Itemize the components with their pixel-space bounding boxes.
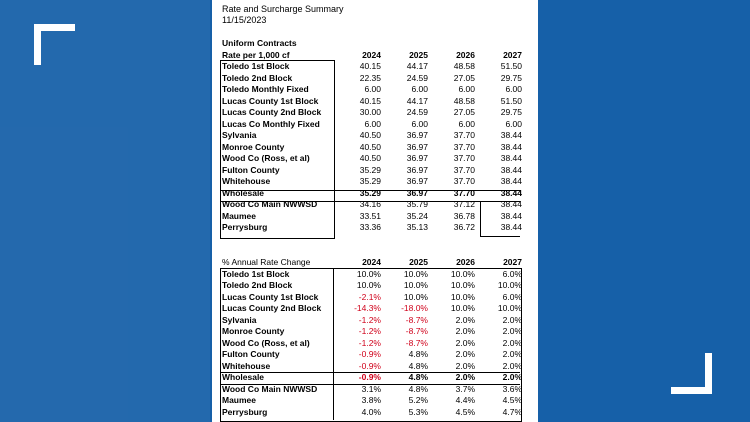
value-cell: 4.8% xyxy=(408,372,428,382)
value-cell: 38.44 xyxy=(500,210,522,221)
value-cell: 38.44 xyxy=(500,130,522,140)
value-cell: 33.36 xyxy=(359,222,381,232)
value-cell: 10.0% xyxy=(450,291,475,302)
value-cell: 27.05 xyxy=(453,107,475,117)
document-page xyxy=(212,0,538,422)
value-cell: 24.59 xyxy=(406,72,428,83)
year-header: 2026 xyxy=(456,49,475,60)
value-cell: 10.0% xyxy=(403,280,428,290)
value-cell: 4.8% xyxy=(408,360,428,371)
value-cell: 38.44 xyxy=(500,187,522,198)
row-label: Toledo Monthly Fixed xyxy=(222,84,309,94)
value-cell: 6.0% xyxy=(502,291,522,302)
value-cell: -1.2% xyxy=(358,337,381,348)
value-cell: 10.0% xyxy=(450,268,475,279)
value-cell: 2.0% xyxy=(502,349,522,359)
year-header: 2027 xyxy=(503,257,522,267)
row-label: Wholesale xyxy=(222,372,265,382)
value-cell: 40.50 xyxy=(359,141,381,152)
row-label: Sylvania xyxy=(222,130,257,140)
value-cell: 27.05 xyxy=(453,72,475,83)
divider-line xyxy=(220,190,520,191)
value-cell: 4.8% xyxy=(408,383,428,394)
value-cell: 37.70 xyxy=(453,164,475,175)
row-label: Lucas County 2nd Block xyxy=(222,303,322,313)
value-cell: 24.59 xyxy=(406,107,428,117)
value-cell: 10.0% xyxy=(356,268,381,279)
value-cell: 4.0% xyxy=(361,406,381,417)
section-heading: % Annual Rate Change xyxy=(222,257,311,267)
value-cell: 6.00 xyxy=(458,118,475,129)
value-cell: 10.0% xyxy=(497,280,522,290)
value-cell: 6.00 xyxy=(505,84,522,94)
value-cell: 37.12 xyxy=(453,199,475,209)
value-cell: 3.1% xyxy=(361,383,381,394)
value-cell: -0.9% xyxy=(358,360,381,371)
row-label: Lucas County 1st Block xyxy=(222,291,319,302)
row-label: Monroe County xyxy=(222,326,285,336)
value-cell: 2.0% xyxy=(502,337,522,348)
row-label: Toledo 1st Block xyxy=(222,61,290,71)
value-cell: 38.44 xyxy=(500,176,522,186)
value-cell: 22.35 xyxy=(359,72,381,83)
row-label: Lucas County 2nd Block xyxy=(222,107,322,117)
row-label: Wood Co (Ross, et al) xyxy=(222,337,310,348)
divider-line xyxy=(333,268,334,420)
divider-line xyxy=(220,201,520,202)
section-heading-row xyxy=(220,38,522,50)
year-header: 2027 xyxy=(503,49,522,60)
year-header: 2025 xyxy=(409,257,428,267)
value-cell: -1.2% xyxy=(358,314,381,325)
value-cell: -1.2% xyxy=(358,326,381,336)
value-cell: 35.24 xyxy=(406,210,428,221)
value-cell: 10.0% xyxy=(356,280,381,290)
row-label: Fulton County xyxy=(222,349,280,359)
value-cell: -18.0% xyxy=(401,303,428,313)
value-cell: 51.50 xyxy=(500,95,522,106)
value-cell: 6.00 xyxy=(458,84,475,94)
value-cell: 44.17 xyxy=(406,95,428,106)
value-cell: 35.29 xyxy=(359,164,381,175)
value-cell: 5.3% xyxy=(408,406,428,417)
year-header: 2026 xyxy=(456,257,475,267)
row-label: Wood Co Main NWWSD xyxy=(222,383,318,394)
value-cell: 4.4% xyxy=(455,395,475,405)
row-label: Perrysburg xyxy=(222,406,268,417)
value-cell: 2.0% xyxy=(455,337,475,348)
value-cell: 38.44 xyxy=(500,222,522,232)
value-cell: -2.1% xyxy=(358,291,381,302)
value-cell: 34.16 xyxy=(359,199,381,209)
value-cell: 6.00 xyxy=(411,84,428,94)
value-cell: 40.50 xyxy=(359,130,381,140)
value-cell: 36.97 xyxy=(406,130,428,140)
section-heading: Uniform Contracts xyxy=(222,38,297,48)
value-cell: 35.13 xyxy=(406,222,428,232)
background-left xyxy=(0,0,210,422)
value-cell: 44.17 xyxy=(406,61,428,71)
value-cell: 33.51 xyxy=(359,210,381,221)
value-cell: 2.0% xyxy=(455,314,475,325)
value-cell: 38.44 xyxy=(500,164,522,175)
value-cell: 4.5% xyxy=(502,395,522,405)
value-cell: 36.97 xyxy=(406,153,428,163)
divider-line xyxy=(480,236,520,237)
value-cell: -8.7% xyxy=(405,337,428,348)
document-title: Rate and Surcharge Summary xyxy=(222,4,344,14)
value-cell: -0.9% xyxy=(358,372,381,382)
divider-line xyxy=(220,372,520,373)
value-cell: 2.0% xyxy=(455,349,475,359)
row-label: Maumee xyxy=(222,210,257,221)
year-header: 2024 xyxy=(362,49,381,60)
value-cell: 2.0% xyxy=(502,360,522,371)
value-cell: -8.7% xyxy=(405,314,428,325)
value-cell: 38.44 xyxy=(500,153,522,163)
value-cell: 30.00 xyxy=(359,107,381,117)
rate-unit-label: Rate per 1,000 cf xyxy=(222,49,290,60)
value-cell: 35.29 xyxy=(359,187,381,198)
row-label: Wood Co (Ross, et al) xyxy=(222,153,310,163)
row-label: Monroe County xyxy=(222,141,285,152)
row-label: Fulton County xyxy=(222,164,280,175)
value-cell: 2.0% xyxy=(502,372,522,382)
row-label: Lucas County 1st Block xyxy=(222,95,319,106)
value-cell: 36.97 xyxy=(406,141,428,152)
value-cell: 10.0% xyxy=(450,280,475,290)
value-cell: 2.0% xyxy=(455,326,475,336)
row-label: Lucas Co Monthly Fixed xyxy=(222,118,320,129)
year-header: 2024 xyxy=(362,257,381,267)
value-cell: 40.50 xyxy=(359,153,381,163)
value-cell: 10.0% xyxy=(497,303,522,313)
value-cell: 51.50 xyxy=(500,61,522,71)
row-label: Perrysburg xyxy=(222,222,268,232)
value-cell: 40.15 xyxy=(359,61,381,71)
divider-line xyxy=(220,384,520,385)
value-cell: -14.3% xyxy=(354,303,381,313)
value-cell: 40.15 xyxy=(359,95,381,106)
value-cell: 2.0% xyxy=(455,360,475,371)
value-cell: 2.0% xyxy=(502,314,522,325)
value-cell: 36.78 xyxy=(453,210,475,221)
row-label: Maumee xyxy=(222,395,257,405)
column-header-row xyxy=(220,257,522,269)
value-cell: 6.00 xyxy=(364,118,381,129)
value-cell: 10.0% xyxy=(450,303,475,313)
value-cell: 2.0% xyxy=(502,326,522,336)
value-cell: 6.00 xyxy=(364,84,381,94)
row-label: Wholesale xyxy=(222,187,265,198)
row-label: Whitehouse xyxy=(222,176,271,186)
value-cell: 35.79 xyxy=(406,199,428,209)
value-cell: 38.44 xyxy=(500,199,522,209)
value-cell: 37.70 xyxy=(453,153,475,163)
value-cell: 37.70 xyxy=(453,130,475,140)
row-label: Toledo 2nd Block xyxy=(222,72,293,83)
value-cell: 4.7% xyxy=(502,406,522,417)
value-cell: 3.6% xyxy=(502,383,522,394)
value-cell: 2.0% xyxy=(455,372,475,382)
value-cell: 36.97 xyxy=(406,187,428,198)
value-cell: 48.58 xyxy=(453,61,475,71)
value-cell: -8.7% xyxy=(405,326,428,336)
year-header: 2025 xyxy=(409,49,428,60)
value-cell: 4.8% xyxy=(408,349,428,359)
value-cell: 37.70 xyxy=(453,187,475,198)
value-cell: 6.0% xyxy=(502,268,522,279)
value-cell: 4.5% xyxy=(455,406,475,417)
value-cell: 6.00 xyxy=(411,118,428,129)
row-label: Toledo 2nd Block xyxy=(222,280,293,290)
value-cell: 5.2% xyxy=(408,395,428,405)
label-column-border xyxy=(220,60,335,239)
row-label: Sylvania xyxy=(222,314,257,325)
value-cell: 38.44 xyxy=(500,141,522,152)
value-cell: 48.58 xyxy=(453,95,475,106)
corner-bracket-icon-bottom-right xyxy=(671,353,712,394)
value-cell: 10.0% xyxy=(403,268,428,279)
value-cell: 35.29 xyxy=(359,176,381,186)
value-cell: 36.97 xyxy=(406,164,428,175)
table-border xyxy=(220,268,522,422)
value-cell: 37.70 xyxy=(453,141,475,152)
value-cell: 36.97 xyxy=(406,176,428,186)
document-date: 11/15/2023 xyxy=(222,15,267,25)
row-label: Wood Co Main NWWSD xyxy=(222,199,318,209)
value-cell: 10.0% xyxy=(403,291,428,302)
value-cell: 3.8% xyxy=(361,395,381,405)
value-cell: -0.9% xyxy=(358,349,381,359)
value-cell: 37.70 xyxy=(453,176,475,186)
value-cell: 6.00 xyxy=(505,118,522,129)
divider-line xyxy=(480,201,481,236)
row-label: Whitehouse xyxy=(222,360,271,371)
row-label: Toledo 1st Block xyxy=(222,268,290,279)
value-cell: 36.72 xyxy=(453,222,475,232)
value-cell: 29.75 xyxy=(500,107,522,117)
corner-bracket-icon-top-left xyxy=(34,24,75,65)
value-cell: 29.75 xyxy=(500,72,522,83)
value-cell: 3.7% xyxy=(455,383,475,394)
